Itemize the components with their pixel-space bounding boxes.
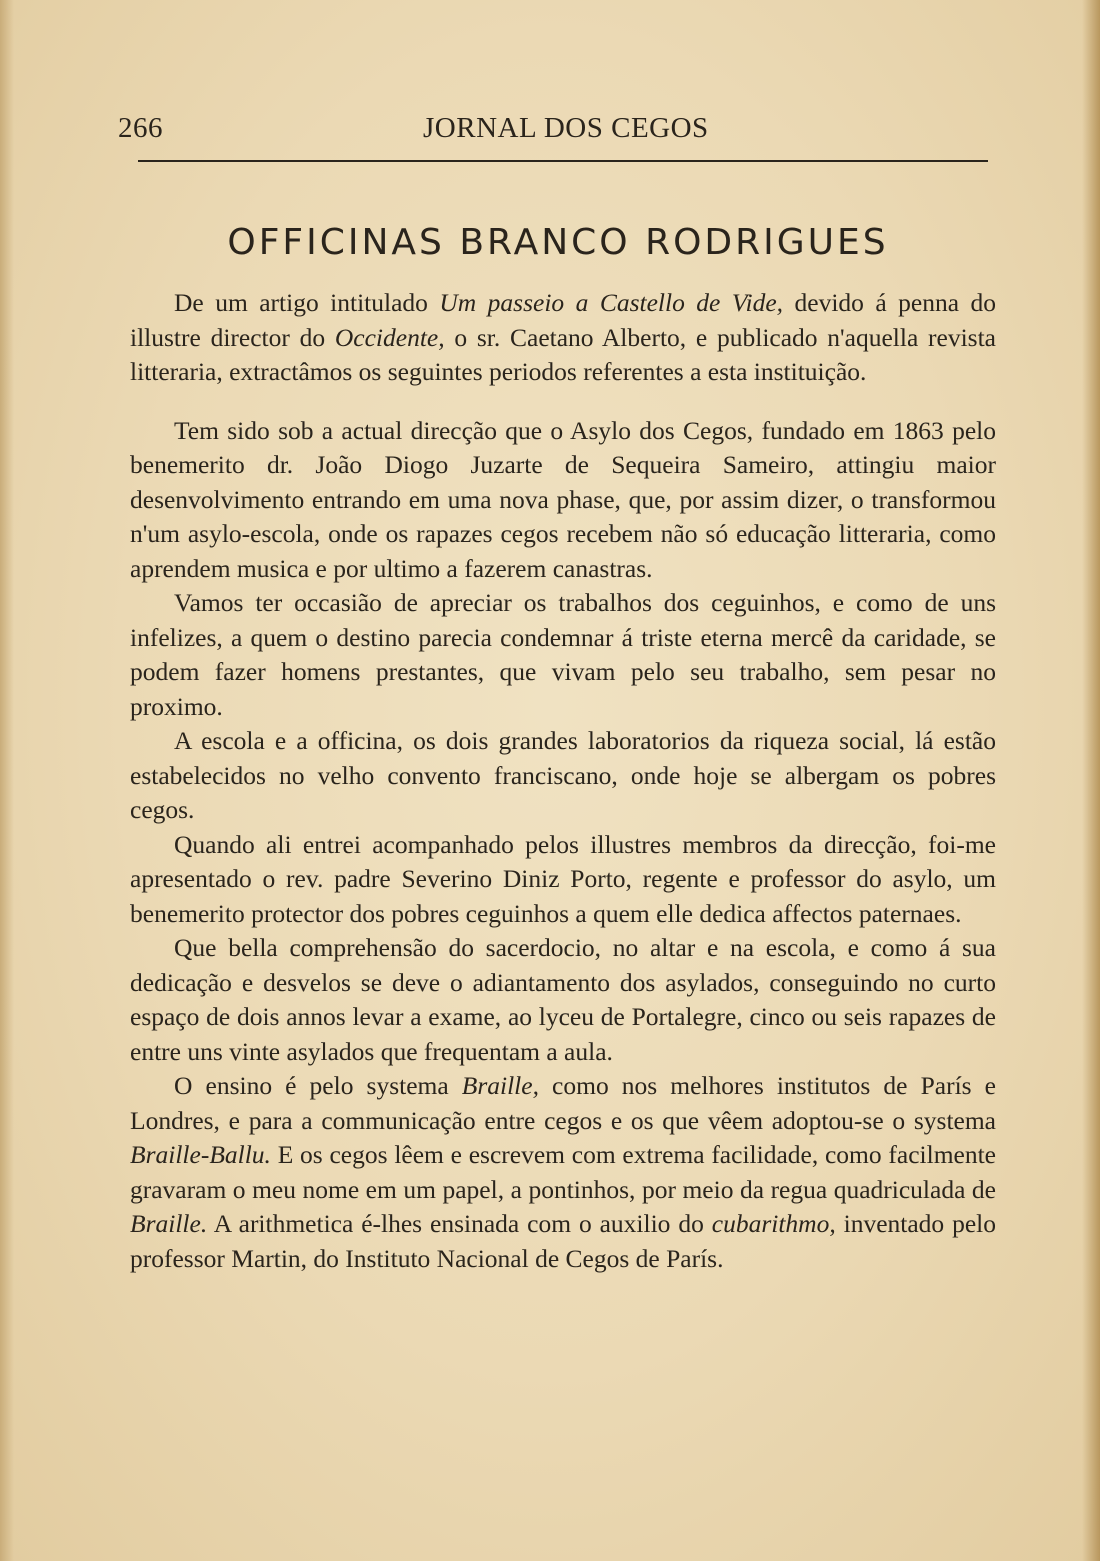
- italic-title-um-passeio: Um passeio a Castello de Vide,: [439, 288, 784, 317]
- text-run: inventado pelo professor Martin, do Instituto Nacional de Cegos de París.: [130, 1209, 996, 1273]
- text-run: O ensino é pelo systema: [174, 1071, 462, 1100]
- text-run: A arithmetica é-lhes ensinada com o auxilio do: [207, 1209, 712, 1238]
- italic-cubarithmo: cubarithmo,: [711, 1209, 836, 1238]
- paragraph-7: [130, 1069, 996, 1276]
- italic-braille-ballu: Braille-Ballu.: [130, 1140, 271, 1169]
- paragraph-4: A escola e a officina, os dois grandes laboratorios da riqueza social, lá estão estabelecidos no velho convento franciscano, onde hoje se albergam os pobres cegos.: [130, 726, 996, 824]
- running-title: JORNAL DOS CEGOS: [423, 112, 709, 144]
- article-body: [130, 286, 996, 1276]
- text-run: De um artigo intitulado: [174, 288, 440, 317]
- italic-title-occidente: Occidente,: [334, 322, 445, 352]
- paragraph-2: Tem sido sob a actual direcção que o Asylo dos Cegos, fundado em 1863 pelo benemerito dr. João Diogo Juzarte de Sequeira Sameiro, attingiu maior desenvolvimento entrando em uma nova phase, que, por assim dizer, o transformou n'um asylo-escola, onde os rapazes cegos recebem não só educação litteraria, como aprendem musica e por ultimo a fazerem canastras.: [130, 415, 996, 583]
- text-run: E os cegos lêem e escrevem com extrema facilidade, como facilmente gravaram o meu nome em um papel, a pontinhos, por meio da regua quadriculada de: [130, 1140, 996, 1204]
- italic-braille: Braille,: [461, 1071, 539, 1100]
- text-run: como nos melhores institutos de París e Londres, e para a communicação entre cegos e os que vêem adoptou-se o systema: [130, 1071, 996, 1135]
- italic-braille: Braille.: [130, 1209, 208, 1238]
- paragraph-3: Vamos ter occasião de apreciar os trabalhos dos ceguinhos, e como de uns infelizes, a quem o destino parecia condemnar á triste eterna mercê da caridade, se podem fazer homens prestantes, que vivam pelo seu trabalho, sem pesar no proximo.: [130, 588, 996, 721]
- paragraph-6: Que bella comprehensão do sacerdocio, no altar e na escola, e como á sua dedicação e desvelos se deve o adiantamento dos asylados, conseguindo no curto espaço de dois annos levar a exame, ao lyceu de Portalegre, cinco ou seis rapazes de entre uns vinte asylados que frequentam a aula.: [130, 933, 996, 1066]
- article-title: OFFICINAS BRANCO RODRIGUES: [227, 222, 889, 263]
- paragraph-5: Quando ali entrei acompanhado pelos illustres membros da direcção, foi-me apresentado o rev. padre Severino Diniz Porto, regente e professor do asylo, um benemerito protector dos pobres ceguinhos a quem elle dedica affectos paternaes.: [130, 829, 996, 928]
- page-header: [118, 112, 986, 152]
- paragraph-1: [130, 286, 996, 390]
- page-edge-left: [0, 0, 14, 1561]
- page-edge-right: [1082, 0, 1100, 1561]
- header-rule: [138, 160, 988, 162]
- page-number: 266: [118, 112, 163, 144]
- text-run: o sr. Caetano Alberto, e publicado n'aquella revista litteraria, extractâmos os seguintes periodos referentes a esta instituição.: [130, 322, 996, 386]
- text-run: devido á penna do illustre director do: [130, 288, 997, 352]
